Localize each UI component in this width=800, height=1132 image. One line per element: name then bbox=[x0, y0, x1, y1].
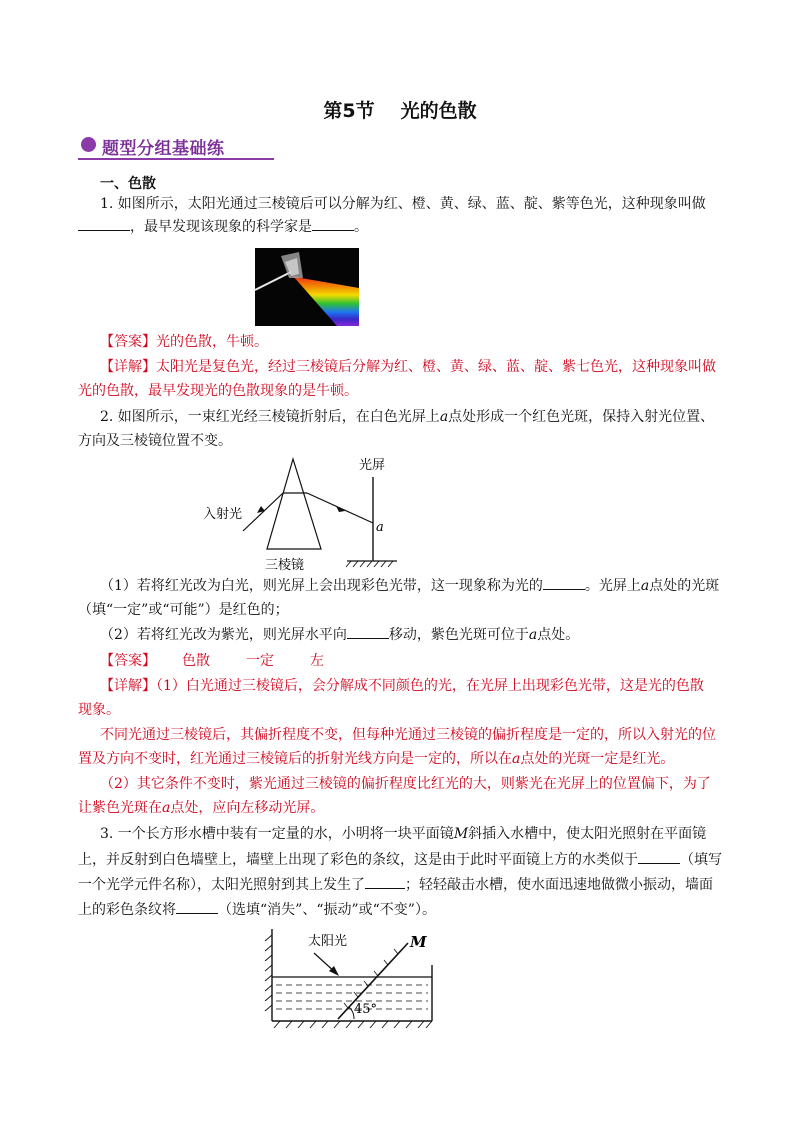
q2-part1: （1）若将红光改为白光，则光屏上会出现彩色光带，这一现象称为光的 。光屏上a点处的光斑 bbox=[100, 578, 720, 594]
prism-label: 三棱镜 bbox=[265, 558, 305, 573]
q2-answer: 【答案】 色散 一定 左 bbox=[100, 653, 324, 669]
point-a-label: a bbox=[376, 520, 384, 535]
angle-label: 45° bbox=[354, 1002, 378, 1017]
q2-detail: 【详解】（1）白光通过三棱镜后，会分解成不同颜色的光，在光屏上出现彩色光带，这是光的色散 bbox=[100, 678, 704, 694]
q2-line2: 方向及三棱镜位置不变。 bbox=[78, 433, 232, 449]
q2-detail-2: 现象。 bbox=[78, 702, 120, 718]
q3-line2: 上，并反射到白色墙壁上，墙壁上出现了彩色的条纹，这是由于此时平面镜上方的水类似于 （填写 bbox=[78, 852, 722, 868]
section-heading bbox=[78, 134, 274, 160]
water-tank-diagram bbox=[262, 925, 452, 1035]
q2-detail-4: 置及方向不变时，红光通过三棱镜后的折射光线方向是一定的，所以在a点处的光斑一定是红光。 bbox=[78, 751, 675, 767]
q2-blank-2[interactable] bbox=[347, 625, 389, 639]
subsection-title: 一、色散 bbox=[100, 176, 156, 192]
q3-line1: 3. 一个长方形水槽中装有一定量的水，小明将一块平面镜M斜插入水槽中，使太阳光照射在平面镜 bbox=[100, 826, 707, 842]
q1-line1: 1. 如图所示，太阳光通过三棱镜后可以分解为红、橙、黄、绿、蓝、靛、紫等色光，这种现象叫做 bbox=[100, 196, 706, 212]
q1-line2: ，最早发现该现象的科学家是 。 bbox=[78, 217, 728, 238]
q3-line3: 一个光学元件名称），太阳光照射到其上发生了 ；轻轻敲击水槽，使水面迅速地做微小振动，墙面 bbox=[78, 877, 713, 893]
q3-blank-2[interactable] bbox=[365, 875, 405, 889]
q2-detail-3: 不同光通过三棱镜后，其偏折程度不变，但每种光通过三棱镜的偏折程度是一定的，所以入射光的位 bbox=[100, 727, 716, 743]
prism-screen-diagram bbox=[195, 455, 455, 575]
page-title bbox=[0, 96, 800, 123]
q2-detail-5: （2）其它条件不变时，紫光通过三棱镜的偏折程度比红光的大，则紫光在光屏上的位置偏下，为了 bbox=[100, 776, 711, 792]
incident-ray bbox=[243, 493, 283, 531]
q2-part1-cont: （填“一定”或“可能”）是红色的； bbox=[78, 602, 289, 618]
emergent-ray bbox=[307, 493, 373, 523]
q1-answer: 【答案】光的色散，牛顿。 bbox=[100, 334, 268, 350]
q2-line1: 2. 如图所示，一束红光经三棱镜折射后，在白色光屏上a点处形成一个红色光斑，保持入射光位置、 bbox=[100, 409, 715, 425]
q3-blank-1[interactable] bbox=[638, 850, 680, 864]
q3-line4: 上的彩色条纹将 （选填“消失”、“振动”或“不变”）。 bbox=[78, 902, 436, 918]
q1-detail: 【详解】太阳光是复色光，经过三棱镜后分解为红、橙、黄、绿、蓝、靛、紫七色光，这种现象叫做 bbox=[100, 359, 716, 375]
prism-shape bbox=[267, 459, 321, 549]
bullet-dot-icon bbox=[81, 137, 96, 152]
q1-detail-cont: 光的色散，最早发现光的色散现象的是牛顿。 bbox=[78, 383, 358, 399]
prism-spectrum-photo bbox=[255, 248, 359, 326]
screen-label: 光屏 bbox=[359, 458, 386, 473]
q3-blank-3[interactable] bbox=[176, 900, 218, 914]
incident-light-label: 入射光 bbox=[203, 507, 243, 522]
q2-part2: （2）若将红光改为紫光，则光屏水平向 移动，紫色光斑可位于a点处。 bbox=[100, 627, 580, 643]
q1-blank-2[interactable] bbox=[312, 217, 354, 231]
section-heading-label: 题型分组基础练 bbox=[102, 139, 225, 159]
q2-detail-6: 让紫色光斑在a点处，应向左移动光屏。 bbox=[78, 800, 325, 816]
sunlight-label: 太阳光 bbox=[308, 934, 348, 949]
title-text: 光的色散 bbox=[400, 100, 477, 122]
mirror-label: M bbox=[410, 933, 427, 951]
q1-blank-1[interactable] bbox=[78, 217, 130, 231]
title-number: 第5节 bbox=[323, 100, 375, 122]
q2-blank-1[interactable] bbox=[543, 576, 585, 590]
